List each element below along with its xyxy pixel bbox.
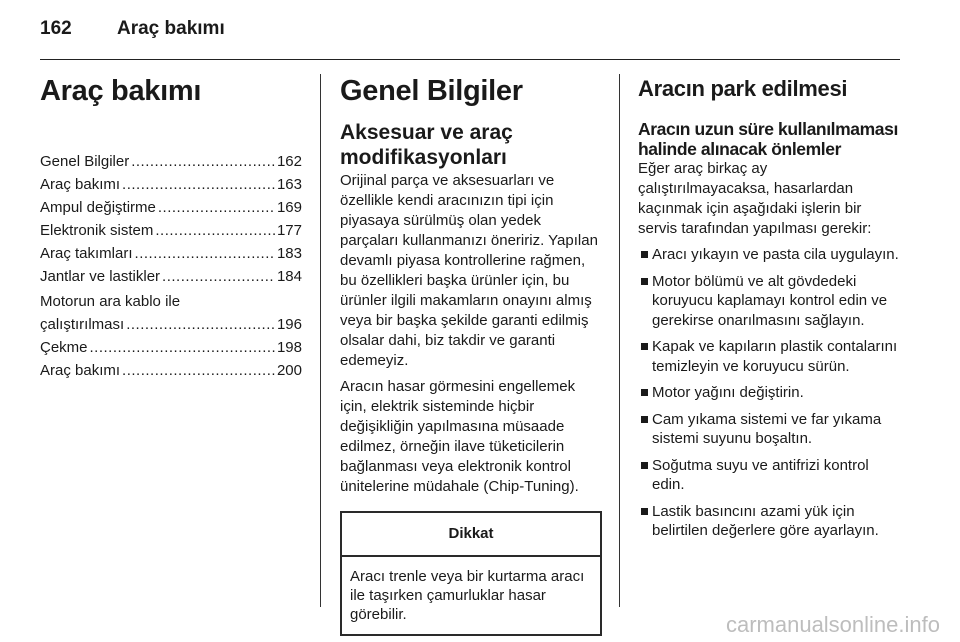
table-of-contents: [40, 150, 302, 382]
list-item-text: Lastik basıncını azami yük için belirtilen değerlere göre ayarlayın.: [652, 502, 879, 539]
list-item: [638, 502, 900, 541]
site-watermark: carmanualsonline.info: [725, 612, 940, 637]
toc-entry-page: 200: [276, 362, 302, 379]
toc-entry-page: 183: [276, 245, 302, 262]
toc-entry-title: Ampul değiştirme: [40, 199, 156, 216]
toc-entry[interactable]: [40, 196, 302, 219]
toc-entry-title: Araç bakımı: [40, 362, 121, 379]
toc-entry-page: 177: [276, 222, 302, 239]
caution-box: [340, 511, 602, 636]
caution-text: Aracı trenle veya bir kurtarma aracı ile taşırken çamurluklar hasar görebilir.: [350, 568, 585, 623]
toc-entry[interactable]: [40, 242, 302, 265]
chapter-title: Araç bakımı: [40, 75, 202, 107]
parking-column: [638, 74, 900, 548]
toc-entry-title: Genel Bilgiler: [40, 153, 130, 170]
toc-entry-title: Araç bakımı: [40, 176, 121, 193]
list-item: [638, 383, 900, 403]
list-item: [638, 245, 900, 265]
caution-title: Dikkat: [342, 513, 600, 557]
toc-entry-title: Elektronik sistem: [40, 222, 154, 239]
body-paragraph: Aracın hasar görmesini engellemek için, elektrik sisteminde hiçbir değişikliğin yapılmasına müsaade edilmez, örneğin ilave tüketicilerin bağlanması veya elektronik kontrol ünitelerine müdahale (Chip-Tuning).: [340, 378, 579, 495]
page-number: 162: [40, 18, 72, 39]
list-item-text: Kapak ve kapıların plastik contalarını temizleyin ve koruyucu sürün.: [652, 338, 898, 375]
bullet-square-icon: [641, 343, 648, 350]
bullet-square-icon: [641, 251, 648, 258]
list-item-text: Motor bölümü ve alt gövdedeki koruyucu kaplamayı kontrol edin ve gerekirse onarılmasını sağlayın.: [652, 272, 888, 329]
toc-entry-page: 196: [276, 316, 302, 333]
running-title: Araç bakımı: [117, 18, 225, 39]
bullet-square-icon: [641, 462, 648, 469]
list-item-text: Aracı yıkayın ve pasta cila uygulayın.: [652, 246, 899, 263]
toc-entry[interactable]: [40, 265, 302, 288]
subsection-title: Aksesuar ve araç modifikasyonları: [340, 121, 513, 169]
subsection-title: Aracın uzun süre kullanılmaması halinde alınacak önlemler: [638, 119, 898, 159]
section-title: Genel Bilgiler: [340, 75, 523, 107]
body-paragraph: Orijinal parça ve aksesuarları ve özellikle kendi aracınızın tipi için piyasaya sürülmüş olan yedek parçaları kullanmanızı öneririz. Yapılan devamlı piyasa kontrollerine rağmen, bu özellikleri başka ürünler için, bu ürünler ilgili makamların onayını almış veya bir başka şekilde garanti edilmiş olsalar dahi, biz takdir ve garanti edemeyiz.: [340, 172, 598, 369]
toc-entry-title: Çekme: [40, 339, 88, 356]
header-rule: [40, 59, 900, 60]
toc-entry[interactable]: [40, 173, 302, 196]
toc-entry-title-line1: Motorun ara kablo ile: [40, 293, 181, 310]
toc-entry-title: Jantlar ve lastikler: [40, 268, 161, 285]
toc-entry[interactable]: [40, 359, 302, 382]
list-item: [638, 410, 900, 449]
column-divider-2: [619, 74, 620, 607]
chapter-toc-column: [40, 74, 302, 382]
bullet-list: [638, 245, 900, 541]
list-item-text: Motor yağını değiştirin.: [652, 384, 804, 401]
bullet-square-icon: [641, 278, 648, 285]
list-item: [638, 456, 900, 495]
toc-entry-title-line2: çalıştırılması: [40, 316, 125, 333]
toc-entry[interactable]: [40, 150, 302, 173]
bullet-square-icon: [641, 508, 648, 515]
toc-entry[interactable]: [40, 219, 302, 242]
general-info-column: [340, 74, 602, 636]
section-title: Aracın park edilmesi: [638, 76, 848, 101]
list-item-text: Soğutma suyu ve antifrizi kontrol edin.: [652, 456, 869, 493]
toc-entry[interactable]: [40, 336, 302, 359]
toc-entry-page: 163: [276, 176, 302, 193]
list-item: [638, 337, 900, 376]
toc-entry-page: 184: [276, 268, 302, 285]
bullet-square-icon: [641, 389, 648, 396]
bullet-square-icon: [641, 416, 648, 423]
list-item: [638, 272, 900, 331]
column-divider-1: [320, 74, 321, 607]
toc-entry-title: Araç takımları: [40, 245, 133, 262]
intro-paragraph: Eğer araç birkaç ay çalıştırılmayacaksa, hasarlardan kaçınmak için aşağıdaki işlerin bir servis tarafından yapılması gerekir:: [638, 160, 872, 237]
toc-entry-page: 169: [276, 199, 302, 216]
list-item-text: Cam yıkama sistemi ve far yıkama sistemi suyunu boşaltın.: [652, 410, 882, 447]
toc-entry-multiline[interactable]: [40, 290, 302, 336]
toc-entry-page: 162: [276, 153, 302, 170]
toc-entry-page: 198: [276, 339, 302, 356]
